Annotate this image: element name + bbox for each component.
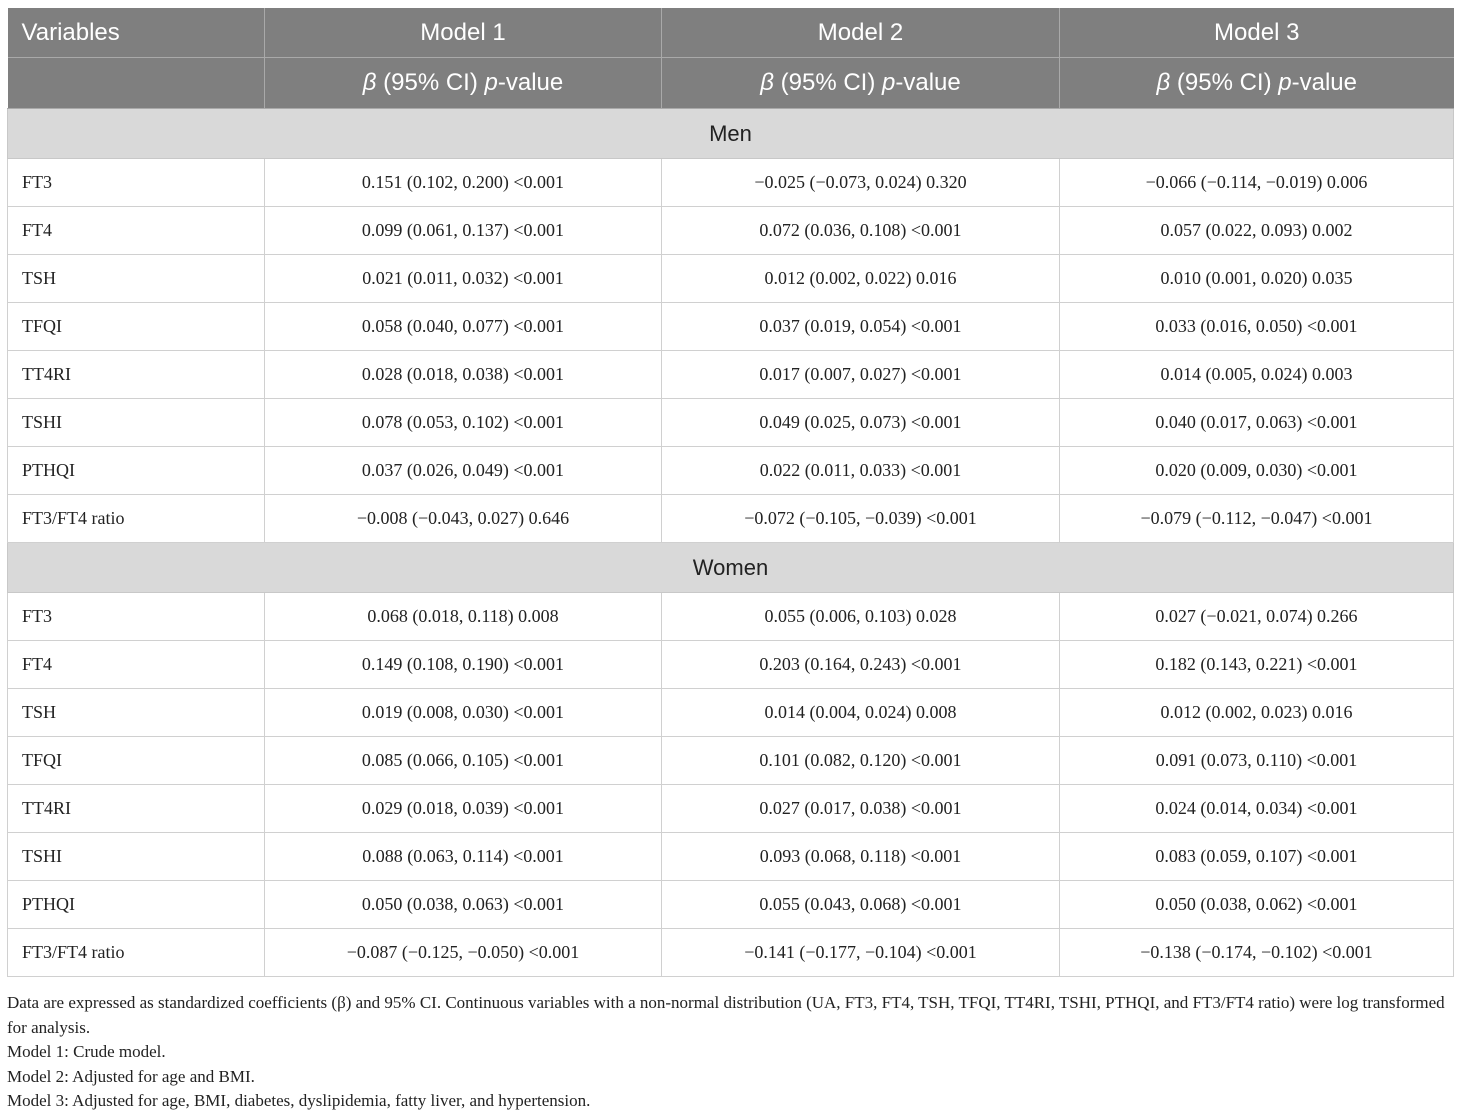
model-1-cell: 0.037 (0.026, 0.049) <0.001 (265, 447, 662, 495)
section-label: Women (8, 543, 1454, 593)
section-row-men (8, 109, 1454, 159)
model-1-cell: 0.149 (0.108, 0.190) <0.001 (265, 641, 662, 689)
table-row (8, 351, 1454, 399)
table-header (8, 8, 1454, 109)
variable-cell: FT4 (8, 207, 265, 255)
results-table-container (7, 8, 1453, 977)
table-row (8, 159, 1454, 207)
model-2-cell: 0.012 (0.002, 0.022) 0.016 (662, 255, 1060, 303)
model-3-cell: 0.057 (0.022, 0.093) 0.002 (1060, 207, 1454, 255)
model-2-cell: 0.203 (0.164, 0.243) <0.001 (662, 641, 1060, 689)
model-3-cell: −0.079 (−0.112, −0.047) <0.001 (1060, 495, 1454, 543)
model-2-cell: 0.101 (0.082, 0.120) <0.001 (662, 737, 1060, 785)
model-2-cell: 0.055 (0.006, 0.103) 0.028 (662, 593, 1060, 641)
table-row (8, 881, 1454, 929)
header-model-1: Model 1 (265, 8, 662, 58)
model-1-cell: 0.151 (0.102, 0.200) <0.001 (265, 159, 662, 207)
variable-cell: FT3 (8, 593, 265, 641)
model-1-cell: 0.099 (0.061, 0.137) <0.001 (265, 207, 662, 255)
model-2-cell: −0.141 (−0.177, −0.104) <0.001 (662, 929, 1060, 977)
variable-cell: TSH (8, 255, 265, 303)
table-row (8, 303, 1454, 351)
header-model-3: Model 3 (1060, 8, 1454, 58)
variable-cell: FT3/FT4 ratio (8, 929, 265, 977)
header-row-models (8, 8, 1454, 58)
model-3-cell: 0.091 (0.073, 0.110) <0.001 (1060, 737, 1454, 785)
table-body (8, 109, 1454, 977)
model-3-cell: 0.050 (0.038, 0.062) <0.001 (1060, 881, 1454, 929)
variable-cell: FT4 (8, 641, 265, 689)
model-1-cell: −0.008 (−0.043, 0.027) 0.646 (265, 495, 662, 543)
table-row (8, 689, 1454, 737)
model-2-cell: 0.093 (0.068, 0.118) <0.001 (662, 833, 1060, 881)
variable-cell: TT4RI (8, 785, 265, 833)
variable-cell: FT3/FT4 ratio (8, 495, 265, 543)
table-row (8, 641, 1454, 689)
variable-cell: TSH (8, 689, 265, 737)
variable-cell: PTHQI (8, 447, 265, 495)
footnote-model-1: Model 1: Crude model. (7, 1042, 166, 1061)
model-1-cell: 0.058 (0.040, 0.077) <0.001 (265, 303, 662, 351)
model-2-cell: 0.022 (0.011, 0.033) <0.001 (662, 447, 1060, 495)
model-3-cell: 0.020 (0.009, 0.030) <0.001 (1060, 447, 1454, 495)
model-1-cell: 0.088 (0.063, 0.114) <0.001 (265, 833, 662, 881)
regression-results-table (7, 8, 1454, 977)
header-model-2: Model 2 (662, 8, 1060, 58)
model-2-cell: 0.027 (0.017, 0.038) <0.001 (662, 785, 1060, 833)
model-2-cell: −0.072 (−0.105, −0.039) <0.001 (662, 495, 1060, 543)
model-3-cell: 0.040 (0.017, 0.063) <0.001 (1060, 399, 1454, 447)
model-3-cell: −0.138 (−0.174, −0.102) <0.001 (1060, 929, 1454, 977)
header-blank (8, 58, 265, 109)
header-variables: Variables (8, 8, 265, 58)
footnote-model-3: Model 3: Adjusted for age, BMI, diabetes, dyslipidemia, fatty liver, and hypertension. (7, 1091, 591, 1110)
header-stat-model-3: β (95% CI) p-value (1060, 58, 1454, 109)
model-1-cell: 0.029 (0.018, 0.039) <0.001 (265, 785, 662, 833)
section-row-women (8, 543, 1454, 593)
model-3-cell: 0.182 (0.143, 0.221) <0.001 (1060, 641, 1454, 689)
model-3-cell: 0.010 (0.001, 0.020) 0.035 (1060, 255, 1454, 303)
model-2-cell: −0.025 (−0.073, 0.024) 0.320 (662, 159, 1060, 207)
model-3-cell: 0.033 (0.016, 0.050) <0.001 (1060, 303, 1454, 351)
header-row-statistics (8, 58, 1454, 109)
variable-cell: TT4RI (8, 351, 265, 399)
footnote-model-2: Model 2: Adjusted for age and BMI. (7, 1066, 255, 1086)
variable-cell: TSHI (8, 833, 265, 881)
model-3-cell: 0.014 (0.005, 0.024) 0.003 (1060, 351, 1454, 399)
model-2-cell: 0.055 (0.043, 0.068) <0.001 (662, 881, 1060, 929)
model-1-cell: 0.085 (0.066, 0.105) <0.001 (265, 737, 662, 785)
table-row (8, 737, 1454, 785)
table-row (8, 399, 1454, 447)
variable-cell: TSHI (8, 399, 265, 447)
table-row (8, 495, 1454, 543)
table-row (8, 929, 1454, 977)
model-1-cell: 0.021 (0.011, 0.032) <0.001 (265, 255, 662, 303)
model-1-cell: 0.028 (0.018, 0.038) <0.001 (265, 351, 662, 399)
variable-cell: TFQI (8, 303, 265, 351)
model-1-cell: 0.078 (0.053, 0.102) <0.001 (265, 399, 662, 447)
variable-cell: FT3 (8, 159, 265, 207)
table-row (8, 593, 1454, 641)
model-1-cell: 0.019 (0.008, 0.030) <0.001 (265, 689, 662, 737)
model-3-cell: 0.012 (0.002, 0.023) 0.016 (1060, 689, 1454, 737)
model-1-cell: 0.068 (0.018, 0.118) 0.008 (265, 593, 662, 641)
section-label: Men (8, 109, 1454, 159)
model-2-cell: 0.072 (0.036, 0.108) <0.001 (662, 207, 1060, 255)
table-footnotes (7, 991, 1447, 1114)
model-2-cell: 0.017 (0.007, 0.027) <0.001 (662, 351, 1060, 399)
variable-cell: TFQI (8, 737, 265, 785)
variable-cell: PTHQI (8, 881, 265, 929)
model-1-cell: −0.087 (−0.125, −0.050) <0.001 (265, 929, 662, 977)
model-1-cell: 0.050 (0.038, 0.063) <0.001 (265, 881, 662, 929)
header-stat-model-2: β (95% CI) p-value (662, 58, 1060, 109)
model-3-cell: 0.027 (−0.021, 0.074) 0.266 (1060, 593, 1454, 641)
table-row (8, 833, 1454, 881)
model-3-cell: −0.066 (−0.114, −0.019) 0.006 (1060, 159, 1454, 207)
table-row (8, 207, 1454, 255)
model-2-cell: 0.014 (0.004, 0.024) 0.008 (662, 689, 1060, 737)
footnote-data-description: Data are expressed as standardized coefficients (β) and 95% CI. Continuous variables with a non-normal distribution (UA, FT3, FT4, TSH, TFQI, TT4RI, TSHI, PTHQI, and FT3/FT4 ratio) were log transformed for analysis. (7, 993, 1445, 1037)
table-row (8, 785, 1454, 833)
model-3-cell: 0.083 (0.059, 0.107) <0.001 (1060, 833, 1454, 881)
model-2-cell: 0.037 (0.019, 0.054) <0.001 (662, 303, 1060, 351)
header-stat-model-1: β (95% CI) p-value (265, 58, 662, 109)
table-row (8, 255, 1454, 303)
model-3-cell: 0.024 (0.014, 0.034) <0.001 (1060, 785, 1454, 833)
model-2-cell: 0.049 (0.025, 0.073) <0.001 (662, 399, 1060, 447)
table-row (8, 447, 1454, 495)
